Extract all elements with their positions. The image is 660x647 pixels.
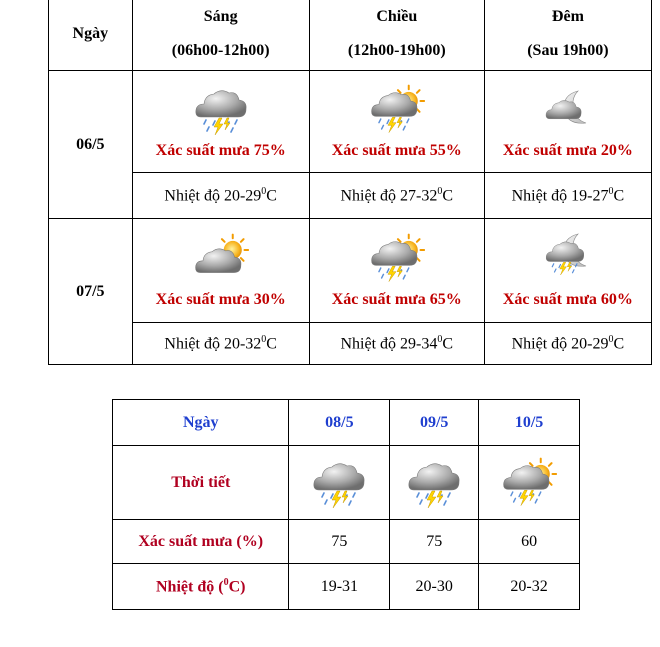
header-morning-label: Sáng [203, 7, 238, 25]
moon-cloud-icon [540, 83, 596, 137]
rain-probability: Xác suất mưa 20% [502, 141, 633, 159]
date-cell: 09/5 [390, 400, 479, 446]
header-morning [132, 0, 309, 71]
header-afternoon [309, 0, 484, 71]
temperature-cell: Nhiệt độ $19-27^0C$ [484, 173, 651, 219]
sun-cloud-thunder-rain-icon [501, 456, 557, 510]
temperature-cell: Nhiệt độ $27-32^0C$ [309, 173, 484, 219]
temperature-value: 20-30 [390, 564, 479, 610]
temperature-value: 20-32 [479, 564, 580, 610]
daily-forecast-table [48, 0, 652, 365]
header-night-range: (Sau 19h00) [527, 41, 609, 59]
weather-cell [390, 446, 479, 520]
rain-probability: Xác suất mưa 60% [502, 290, 633, 308]
moon-cloud-thunder-rain-icon [540, 232, 596, 286]
sun-cloud-thunder-rain-icon [369, 232, 425, 286]
cloud-thunder-rain-icon [193, 83, 249, 137]
row-label-temperature: Nhiệt độ ($^0$C) [113, 564, 289, 610]
forecast-cell [484, 71, 651, 173]
rain-value: 75 [390, 520, 479, 564]
rain-value: 60 [479, 520, 580, 564]
rain-probability: Xác suất mưa 55% [331, 141, 462, 159]
weather-cell [479, 446, 580, 520]
forecast-cell [309, 71, 484, 173]
rain-probability: Xác suất mưa 30% [155, 290, 286, 308]
row-label-day: Ngày [113, 400, 289, 446]
row-label-rain: Xác suất mưa (%) [113, 520, 289, 564]
extended-forecast-table [112, 399, 580, 610]
header-afternoon-range: (12h00-19h00) [347, 41, 446, 59]
temperature-value: 19-31 [289, 564, 390, 610]
date-cell: 07/5 [49, 219, 133, 365]
forecast-cell [309, 219, 484, 323]
header-afternoon-label: Chiều [376, 7, 418, 25]
row-label-weather: Thời tiết [113, 446, 289, 520]
header-morning-range: (06h00-12h00) [171, 41, 270, 59]
header-night-label: Đêm [551, 7, 584, 25]
temperature-cell: Nhiệt độ $20-32^0C$ [132, 323, 309, 365]
sun-cloud-thunder-rain-icon [369, 83, 425, 137]
rain-value: 75 [289, 520, 390, 564]
cloud-thunder-rain-icon [406, 456, 462, 510]
date-cell: 10/5 [479, 400, 580, 446]
date-cell: 08/5 [289, 400, 390, 446]
header-night [484, 0, 651, 71]
cloud-thunder-rain-icon [311, 456, 367, 510]
temperature-cell: Nhiệt độ $20-29^0C$ [132, 173, 309, 219]
sun-cloud-icon [193, 232, 249, 286]
temperature-cell: Nhiệt độ $29-34^0C$ [309, 323, 484, 365]
temperature-cell: Nhiệt độ $20-29^0C$ [484, 323, 651, 365]
rain-probability: Xác suất mưa 75% [155, 141, 286, 159]
weather-cell [289, 446, 390, 520]
forecast-cell [132, 71, 309, 173]
forecast-cell [484, 219, 651, 323]
date-cell: 06/5 [49, 71, 133, 219]
forecast-cell [132, 219, 309, 323]
rain-probability: Xác suất mưa 65% [331, 290, 462, 308]
header-day: Ngày [49, 0, 133, 71]
